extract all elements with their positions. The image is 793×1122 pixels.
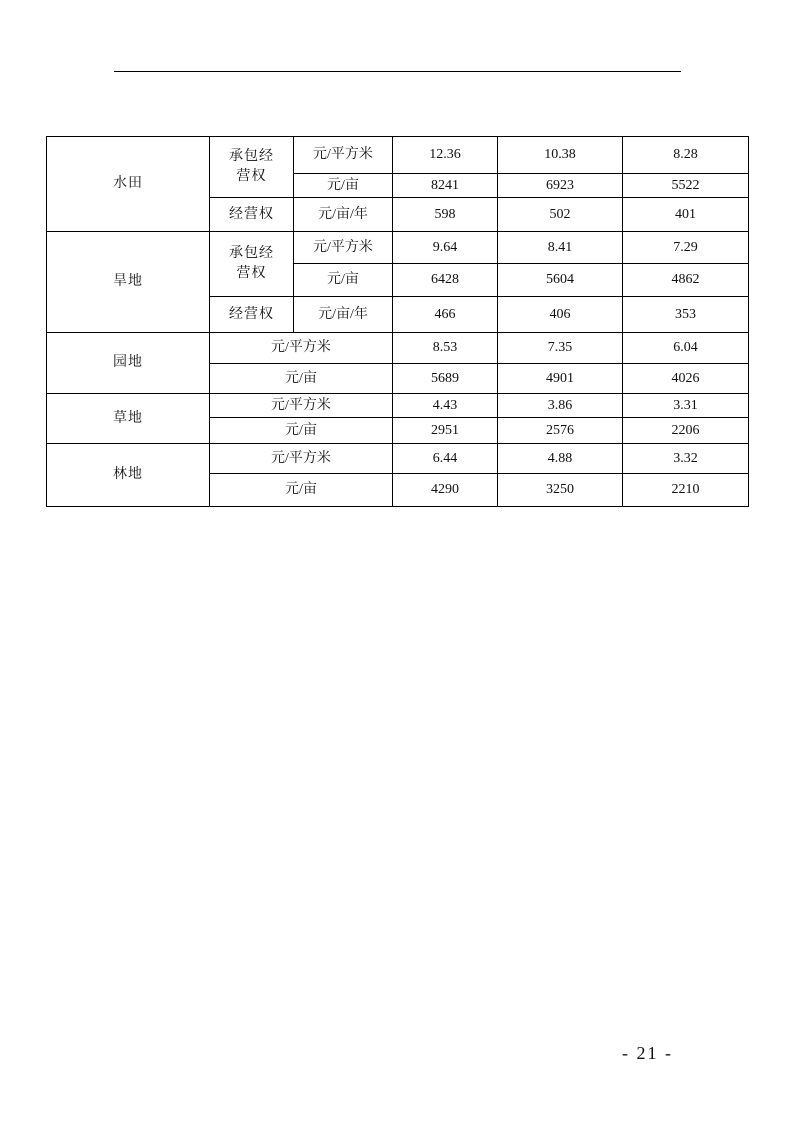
right-type-line: 承包经: [229, 246, 274, 261]
right-type-line: 营权: [236, 169, 267, 184]
table-row: [47, 444, 749, 474]
value-cell: 10.38: [498, 137, 623, 174]
value-cell: 8.28: [623, 137, 749, 174]
value-cell: 3.32: [623, 444, 749, 474]
value-cell: 9.64: [393, 232, 498, 264]
value-cell: 5689: [393, 364, 498, 394]
header-rule: [114, 71, 681, 72]
value-cell: 6923: [498, 174, 623, 198]
unit-cell: 元/亩/年: [294, 198, 393, 232]
value-cell: 8.53: [393, 333, 498, 364]
land-price-table: [46, 136, 749, 507]
value-cell: 466: [393, 297, 498, 333]
category-cell: 草地: [47, 394, 210, 444]
table-row: [47, 394, 749, 418]
value-cell: 4290: [393, 474, 498, 507]
value-cell: 353: [623, 297, 749, 333]
value-cell: 2576: [498, 418, 623, 444]
value-cell: 7.35: [498, 333, 623, 364]
unit-cell: 元/亩: [294, 264, 393, 297]
category-cell: 林地: [47, 444, 210, 507]
table-row: [47, 232, 749, 264]
unit-cell: 元/平方米: [210, 444, 393, 474]
value-cell: 2210: [623, 474, 749, 507]
value-cell: 401: [623, 198, 749, 232]
value-cell: 2951: [393, 418, 498, 444]
value-cell: 502: [498, 198, 623, 232]
table-row: [47, 333, 749, 364]
value-cell: 598: [393, 198, 498, 232]
value-cell: 4862: [623, 264, 749, 297]
category-cell: 园地: [47, 333, 210, 394]
unit-cell: 元/亩: [210, 418, 393, 444]
value-cell: 3250: [498, 474, 623, 507]
value-cell: 8.41: [498, 232, 623, 264]
value-cell: 5522: [623, 174, 749, 198]
right-type-line: 营权: [236, 266, 267, 281]
unit-cell: 元/平方米: [294, 137, 393, 174]
value-cell: 6.04: [623, 333, 749, 364]
category-cell: 水田: [47, 137, 210, 232]
unit-cell: 元/平方米: [210, 333, 393, 364]
unit-cell: 元/平方米: [210, 394, 393, 418]
value-cell: 6428: [393, 264, 498, 297]
unit-cell: 元/亩: [210, 474, 393, 507]
unit-cell: 元/平方米: [294, 232, 393, 264]
value-cell: 3.86: [498, 394, 623, 418]
page-number: - 21 -: [622, 1043, 673, 1063]
value-cell: 6.44: [393, 444, 498, 474]
value-cell: 406: [498, 297, 623, 333]
unit-cell: 元/亩/年: [294, 297, 393, 333]
category-cell: 旱地: [47, 232, 210, 333]
table-row: [47, 137, 749, 174]
right-type-line: 承包经: [229, 149, 274, 164]
value-cell: 12.36: [393, 137, 498, 174]
value-cell: 8241: [393, 174, 498, 198]
value-cell: 4.88: [498, 444, 623, 474]
value-cell: 2206: [623, 418, 749, 444]
value-cell: 7.29: [623, 232, 749, 264]
right-type-cell: 经营权: [210, 297, 294, 333]
value-cell: 5604: [498, 264, 623, 297]
value-cell: 4.43: [393, 394, 498, 418]
unit-cell: 元/亩: [294, 174, 393, 198]
unit-cell: 元/亩: [210, 364, 393, 394]
value-cell: 4026: [623, 364, 749, 394]
right-type-cell: 经营权: [210, 198, 294, 232]
value-cell: 4901: [498, 364, 623, 394]
right-type-cell: [210, 137, 294, 198]
right-type-cell: [210, 232, 294, 297]
value-cell: 3.31: [623, 394, 749, 418]
